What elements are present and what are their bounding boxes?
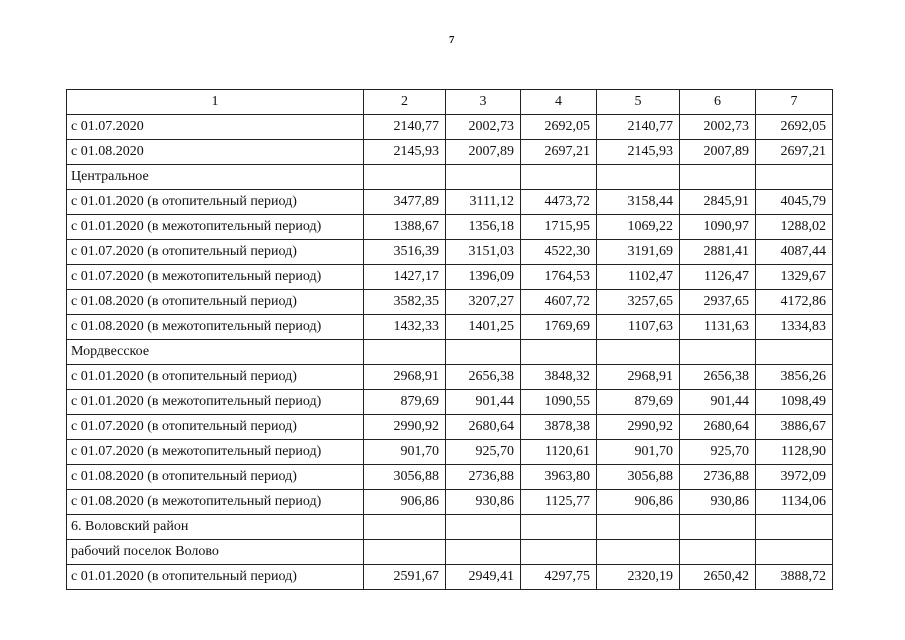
table-cell: 1334,83	[756, 315, 833, 340]
table-row	[67, 140, 833, 165]
table-cell: 1356,18	[446, 215, 521, 240]
table-cell	[446, 340, 521, 365]
table-cell: 3582,35	[364, 290, 446, 315]
table-cell	[756, 540, 833, 565]
row-label: с 01.08.2020 (в отопительный период)	[67, 290, 364, 315]
table-cell: 2656,38	[680, 365, 756, 390]
table-cell	[521, 165, 597, 190]
row-label: с 01.01.2020 (в межотопительный период)	[67, 215, 364, 240]
table-cell: 906,86	[597, 490, 680, 515]
row-label: с 01.07.2020 (в межотопительный период)	[67, 265, 364, 290]
table-cell	[680, 515, 756, 540]
table-cell	[597, 515, 680, 540]
table-cell: 1131,63	[680, 315, 756, 340]
row-label: с 01.07.2020 (в отопительный период)	[67, 415, 364, 440]
table-cell: 2002,73	[446, 115, 521, 140]
table-row	[67, 440, 833, 465]
row-label: Мордвесское	[67, 340, 364, 365]
table-cell	[597, 165, 680, 190]
table-row	[67, 265, 833, 290]
table-cell: 2320,19	[597, 565, 680, 590]
table-cell	[680, 540, 756, 565]
table-row	[67, 415, 833, 440]
row-label: с 01.07.2020	[67, 115, 364, 140]
table-cell: 2845,91	[680, 190, 756, 215]
table-cell: 2650,42	[680, 565, 756, 590]
table-cell: 879,69	[364, 390, 446, 415]
table-cell	[756, 340, 833, 365]
table-cell: 4087,44	[756, 240, 833, 265]
table-cell: 1102,47	[597, 265, 680, 290]
table-cell	[756, 165, 833, 190]
table-cell: 1715,95	[521, 215, 597, 240]
table-cell: 1126,47	[680, 265, 756, 290]
table-row	[67, 540, 833, 565]
table-row	[67, 315, 833, 340]
table-cell: 3848,32	[521, 365, 597, 390]
column-header: 7	[756, 90, 833, 115]
table-cell: 2145,93	[597, 140, 680, 165]
table-cell: 2680,64	[680, 415, 756, 440]
tariff-table	[66, 89, 833, 590]
column-header: 1	[67, 90, 364, 115]
row-label: с 01.07.2020 (в межотопительный период)	[67, 440, 364, 465]
row-label: 6. Воловский район	[67, 515, 364, 540]
table-cell	[364, 340, 446, 365]
column-header: 6	[680, 90, 756, 115]
table-cell: 1090,55	[521, 390, 597, 415]
table-cell: 925,70	[446, 440, 521, 465]
table-cell	[521, 515, 597, 540]
table-cell	[446, 540, 521, 565]
table-cell: 1098,49	[756, 390, 833, 415]
table-cell: 2692,05	[756, 115, 833, 140]
table-cell: 930,86	[680, 490, 756, 515]
table-cell: 901,70	[597, 440, 680, 465]
table-row	[67, 565, 833, 590]
table-cell: 3888,72	[756, 565, 833, 590]
table-cell	[364, 515, 446, 540]
table-cell: 2937,65	[680, 290, 756, 315]
table-cell	[364, 540, 446, 565]
table-cell: 1769,69	[521, 315, 597, 340]
table-row	[67, 115, 833, 140]
table-cell: 1396,09	[446, 265, 521, 290]
table-cell: 3856,26	[756, 365, 833, 390]
page-number: 7	[449, 34, 455, 46]
table-row	[67, 365, 833, 390]
table-row	[67, 515, 833, 540]
row-label: с 01.01.2020 (в отопительный период)	[67, 565, 364, 590]
table-cell: 901,44	[680, 390, 756, 415]
table-cell: 3972,09	[756, 465, 833, 490]
table-cell: 901,70	[364, 440, 446, 465]
table-cell: 1427,17	[364, 265, 446, 290]
table-header-row	[67, 90, 833, 115]
table-cell: 3963,80	[521, 465, 597, 490]
row-label: с 01.08.2020	[67, 140, 364, 165]
row-label: с 01.01.2020 (в отопительный период)	[67, 365, 364, 390]
table-cell	[680, 340, 756, 365]
table-cell: 3886,67	[756, 415, 833, 440]
table-cell: 4172,86	[756, 290, 833, 315]
table-cell: 1128,90	[756, 440, 833, 465]
table-cell: 4607,72	[521, 290, 597, 315]
table-cell: 2145,93	[364, 140, 446, 165]
table-cell: 2968,91	[597, 365, 680, 390]
table-cell: 3207,27	[446, 290, 521, 315]
table-cell: 3191,69	[597, 240, 680, 265]
table-row	[67, 340, 833, 365]
table-cell: 2140,77	[597, 115, 680, 140]
table-cell	[756, 515, 833, 540]
table-cell: 3878,38	[521, 415, 597, 440]
row-label: рабочий поселок Волово	[67, 540, 364, 565]
table-cell: 3516,39	[364, 240, 446, 265]
table-cell: 906,86	[364, 490, 446, 515]
table-cell: 925,70	[680, 440, 756, 465]
table-cell: 1134,06	[756, 490, 833, 515]
table-row	[67, 465, 833, 490]
table-cell: 1288,02	[756, 215, 833, 240]
table-cell: 1388,67	[364, 215, 446, 240]
table-cell: 2140,77	[364, 115, 446, 140]
row-label: с 01.07.2020 (в отопительный период)	[67, 240, 364, 265]
table-cell: 2990,92	[597, 415, 680, 440]
table-cell	[597, 540, 680, 565]
column-header: 5	[597, 90, 680, 115]
row-label: с 01.01.2020 (в межотопительный период)	[67, 390, 364, 415]
table-cell: 2881,41	[680, 240, 756, 265]
table-cell: 2697,21	[521, 140, 597, 165]
table-cell: 2968,91	[364, 365, 446, 390]
table-row	[67, 490, 833, 515]
table-cell: 2656,38	[446, 365, 521, 390]
table-cell: 4297,75	[521, 565, 597, 590]
table-cell: 2002,73	[680, 115, 756, 140]
table-row	[67, 165, 833, 190]
table-cell: 879,69	[597, 390, 680, 415]
table-cell: 1125,77	[521, 490, 597, 515]
table-cell: 1329,67	[756, 265, 833, 290]
table-cell: 1401,25	[446, 315, 521, 340]
table-body	[67, 90, 833, 590]
table-cell: 1107,63	[597, 315, 680, 340]
table-cell: 1120,61	[521, 440, 597, 465]
table-cell: 1764,53	[521, 265, 597, 290]
table-cell: 4473,72	[521, 190, 597, 215]
table-cell: 3056,88	[364, 465, 446, 490]
row-label: с 01.08.2020 (в межотопительный период)	[67, 315, 364, 340]
table-cell: 2697,21	[756, 140, 833, 165]
table-cell: 3257,65	[597, 290, 680, 315]
table-cell: 2736,88	[680, 465, 756, 490]
table-cell: 2680,64	[446, 415, 521, 440]
table-cell: 2949,41	[446, 565, 521, 590]
table-cell: 1090,97	[680, 215, 756, 240]
table-row	[67, 240, 833, 265]
table-cell: 2591,67	[364, 565, 446, 590]
table-row	[67, 190, 833, 215]
table-cell: 2007,89	[680, 140, 756, 165]
table-cell: 3151,03	[446, 240, 521, 265]
table-cell	[521, 340, 597, 365]
table-cell	[364, 165, 446, 190]
table-cell	[521, 540, 597, 565]
table-cell	[680, 165, 756, 190]
table-cell: 4045,79	[756, 190, 833, 215]
table-cell: 901,44	[446, 390, 521, 415]
table-cell: 930,86	[446, 490, 521, 515]
table-cell: 3158,44	[597, 190, 680, 215]
table-cell: 3056,88	[597, 465, 680, 490]
table-row	[67, 390, 833, 415]
table-row	[67, 290, 833, 315]
row-label: Центральное	[67, 165, 364, 190]
column-header: 4	[521, 90, 597, 115]
table-cell: 1432,33	[364, 315, 446, 340]
table-cell	[446, 165, 521, 190]
table-cell: 2692,05	[521, 115, 597, 140]
row-label: с 01.01.2020 (в отопительный период)	[67, 190, 364, 215]
table-cell: 2736,88	[446, 465, 521, 490]
table-cell: 4522,30	[521, 240, 597, 265]
table-cell: 3477,89	[364, 190, 446, 215]
table-cell	[597, 340, 680, 365]
table-row	[67, 215, 833, 240]
table-cell: 3111,12	[446, 190, 521, 215]
table-cell	[446, 515, 521, 540]
row-label: с 01.08.2020 (в отопительный период)	[67, 465, 364, 490]
row-label: с 01.08.2020 (в межотопительный период)	[67, 490, 364, 515]
table-cell: 2007,89	[446, 140, 521, 165]
column-header: 2	[364, 90, 446, 115]
table-cell: 2990,92	[364, 415, 446, 440]
column-header: 3	[446, 90, 521, 115]
table-cell: 1069,22	[597, 215, 680, 240]
